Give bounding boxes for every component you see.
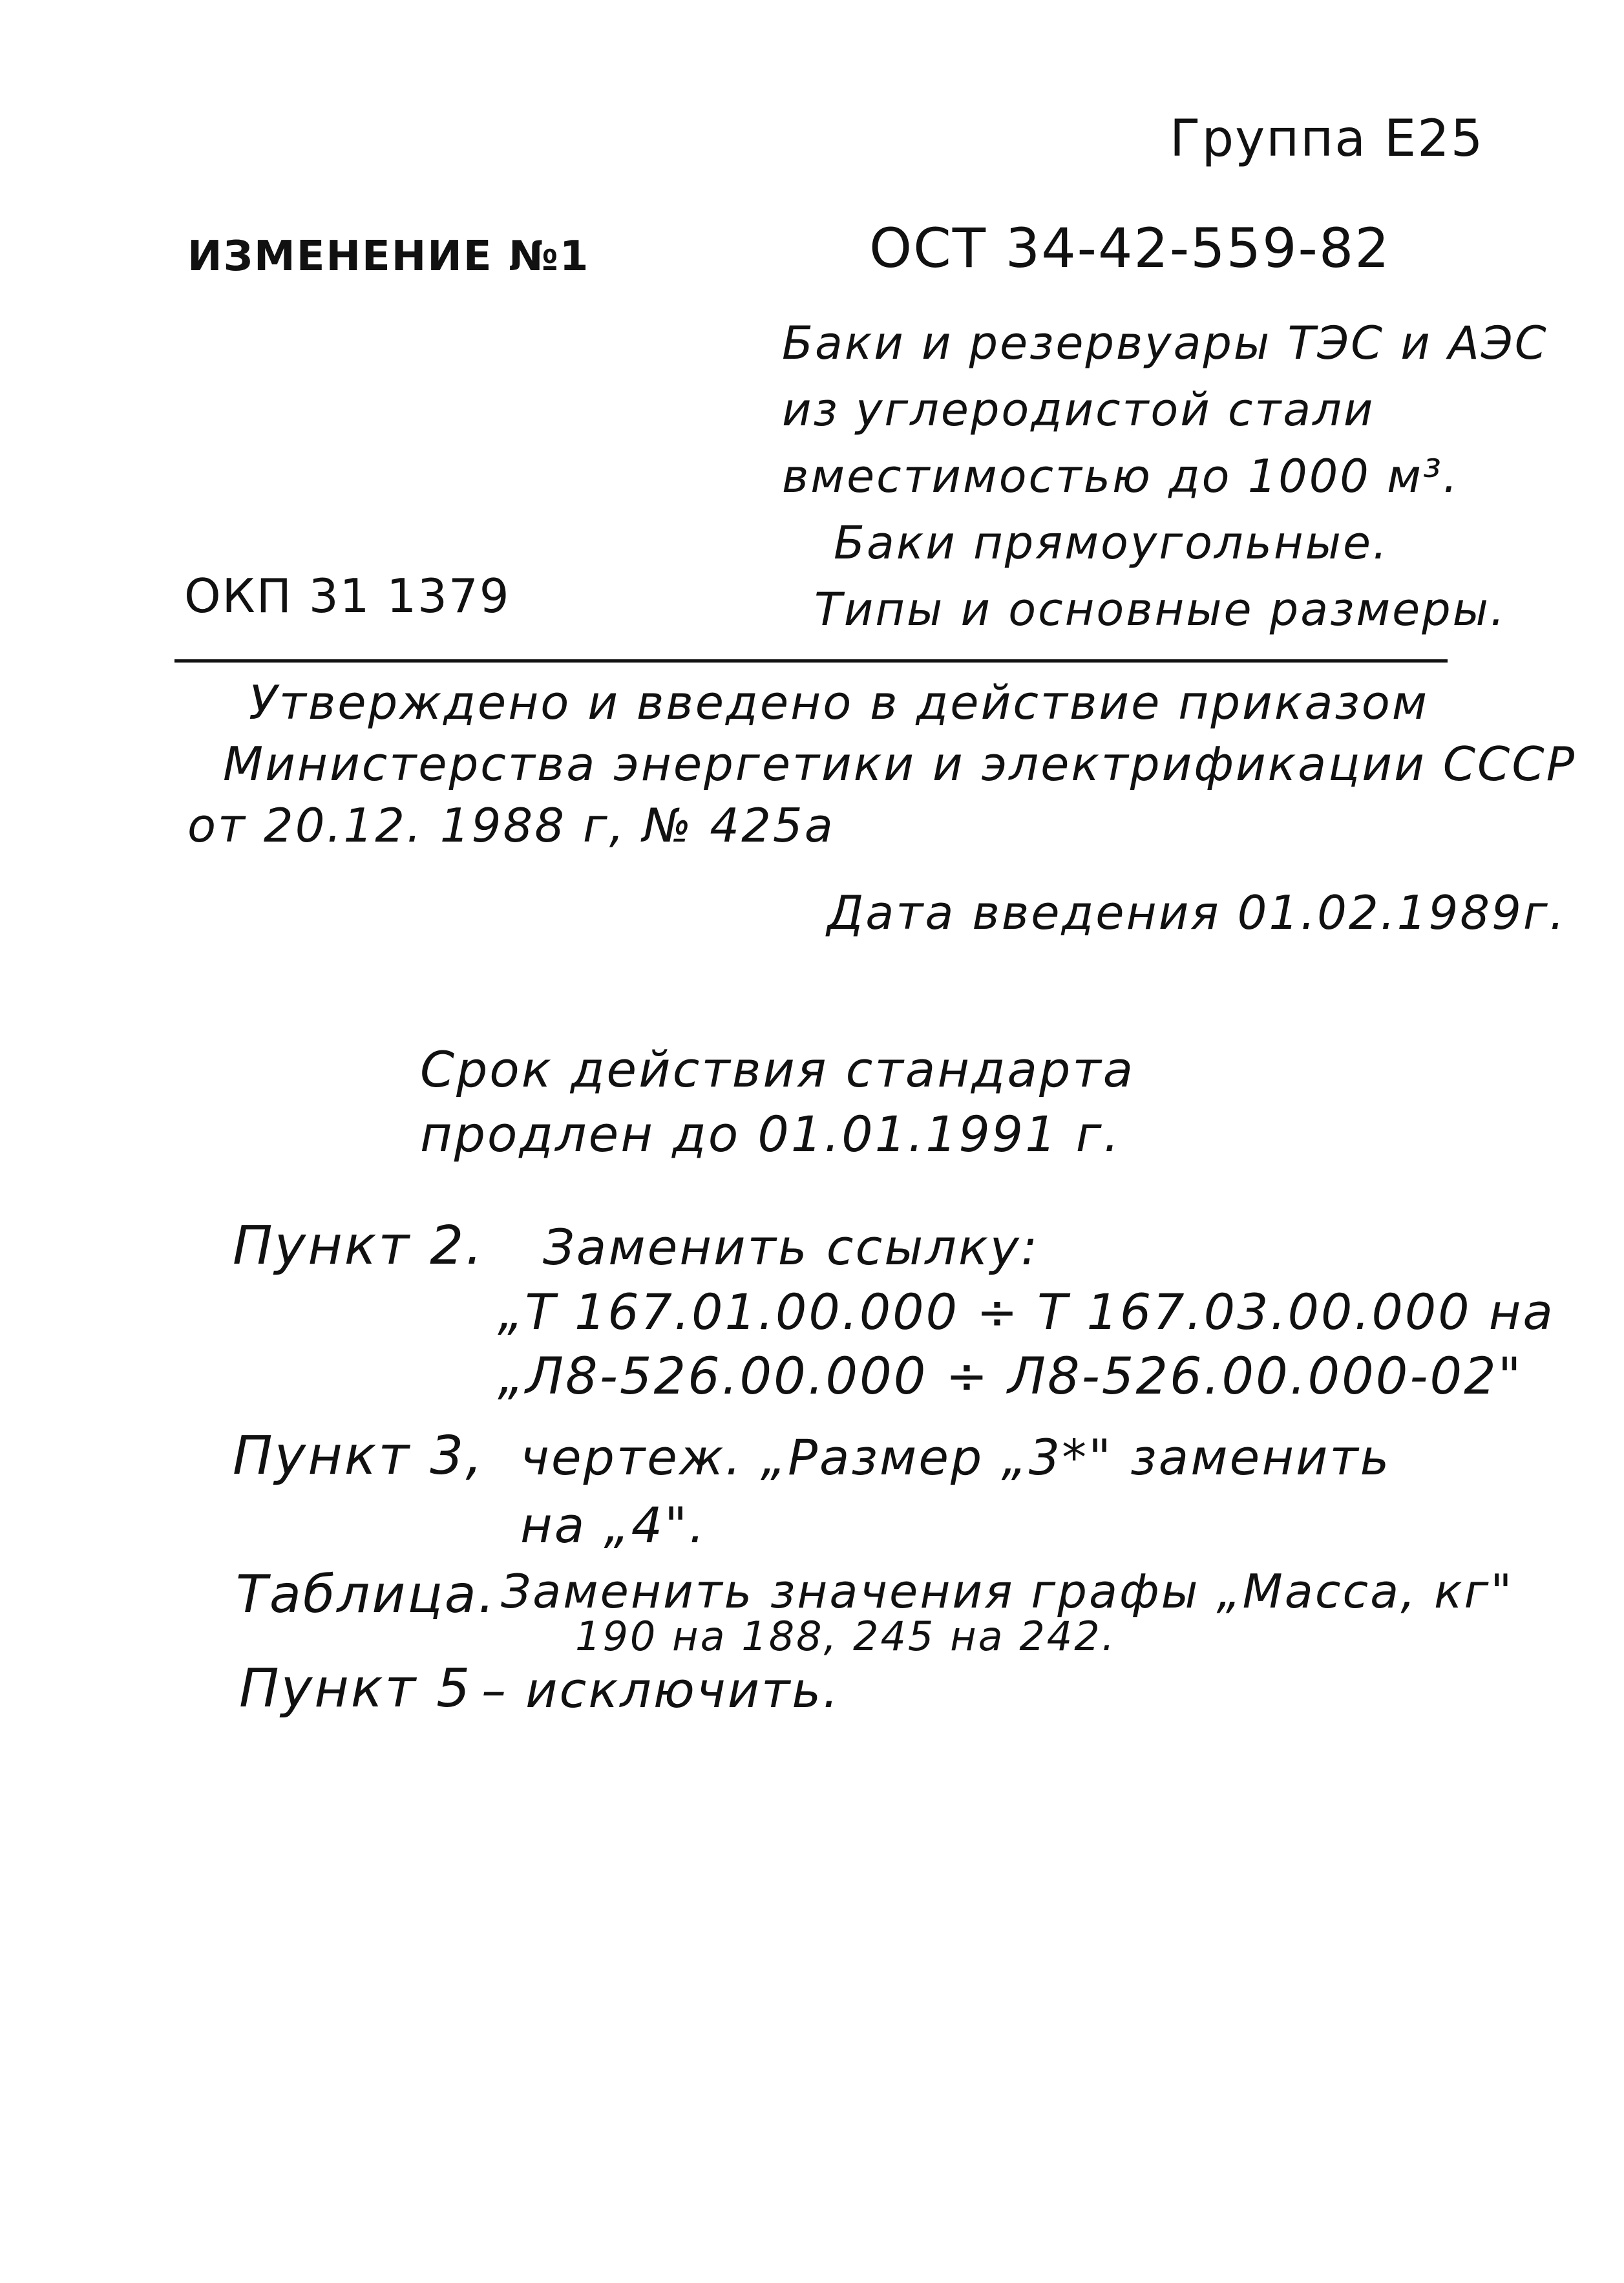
item-2-reference-new: „Л8-526.00.000 ÷ Л8-526.00.000-02" [498, 1348, 1523, 1406]
item-3-label: Пункт 3, [233, 1425, 485, 1487]
item-2-reference-old: „Т 167.01.00.000 ÷ Т 167.03.00.000 на [498, 1283, 1555, 1341]
title-line: Типы и основные размеры. [814, 583, 1507, 636]
standard-title [775, 310, 1590, 643]
item-2-label: Пункт 2. [233, 1215, 485, 1277]
title-line: Баки и резервуары ТЭС и АЭС [782, 317, 1548, 370]
validity-line-2: продлен до 01.01.1991 г. [420, 1105, 1121, 1163]
title-line: из углеродистой стали [782, 383, 1375, 436]
item-2-text: Заменить ссылку: [543, 1218, 1040, 1276]
header-divider [174, 659, 1448, 663]
title-line: вместимостью до 1000 м³. [782, 450, 1460, 503]
okp-code: ОКП 31 1379 [184, 569, 511, 623]
group-code: Группа Е25 [1170, 110, 1484, 168]
validity-line-1: Срок действия стандарта [420, 1041, 1135, 1098]
approval-line-1: Утверждено и введено в действие приказом [249, 675, 1429, 730]
table-change-values: 190 на 188, 245 на 242. [575, 1613, 1117, 1660]
approval-line-2: Министерства энергетики и электрификации СССР [223, 737, 1577, 791]
item-5-text: – исключить. [481, 1661, 841, 1719]
approval-line-3: от 20.12. 1988 г, № 425а [187, 798, 835, 853]
change-number: ИЗМЕНЕНИЕ №1 [187, 233, 590, 281]
item-3-text-continued: на „4". [520, 1496, 707, 1554]
item-5-label: Пункт 5 [239, 1658, 472, 1719]
table-change-text: Заменить значения графы „Масса, кг" [501, 1564, 1514, 1619]
item-3-text: чертеж. „Размер „3*" заменить [520, 1428, 1391, 1486]
introduction-date: Дата введения 01.02.1989г. [827, 886, 1566, 940]
standard-number: ОСТ 34-42-559-82 [869, 217, 1391, 280]
table-label: Таблица. [236, 1564, 497, 1624]
title-line: Баки прямоугольные. [834, 516, 1389, 569]
